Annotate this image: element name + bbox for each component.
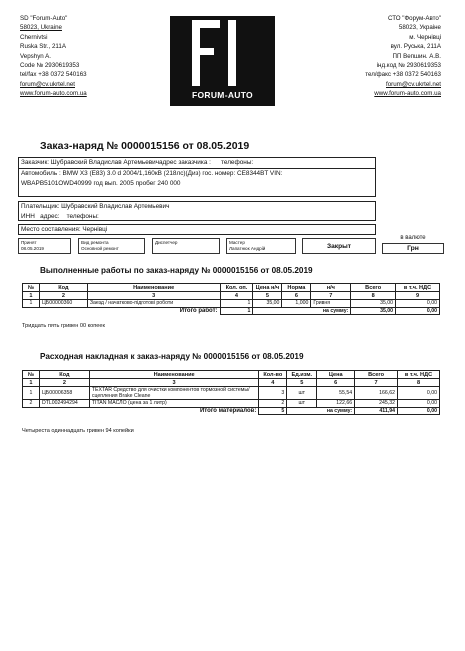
col-index: 8 xyxy=(398,379,440,387)
col-header: в т.ч. НДС xyxy=(396,284,440,292)
works-index-row xyxy=(23,292,440,300)
materials-total-row xyxy=(23,407,440,415)
col-header: Наименование xyxy=(89,371,258,379)
works-total-qty: 1 xyxy=(220,307,253,315)
master-name: Лапатнюк Андрій xyxy=(229,246,266,251)
company-line: вул. Руська, 211А xyxy=(390,43,441,51)
col-index: 6 xyxy=(282,292,311,300)
company-line: tel/fax +38 0372 540163 xyxy=(20,71,87,79)
materials-sum-label: на сумму: xyxy=(287,407,355,415)
col-index: 7 xyxy=(355,379,398,387)
col-header: Код xyxy=(39,284,87,292)
col-header: Наименование xyxy=(87,284,220,292)
cell: 35,00 xyxy=(253,300,282,308)
col-index: 3 xyxy=(87,292,220,300)
cell: 2 xyxy=(23,400,40,408)
company-line: м. Чернівці xyxy=(409,33,441,41)
cell: ЦБ00006358 xyxy=(39,387,89,400)
cell: TEXTAR Средство для очистки компонентов тормозной системы/сцепления Brake Cleane xyxy=(89,387,258,400)
col-index: 9 xyxy=(396,292,440,300)
cell: TITAN МАСЛО (цена за 1 литр) xyxy=(89,400,258,408)
master-label: Мастер xyxy=(229,240,245,245)
company-info-cyrillic xyxy=(365,14,441,99)
works-total-label: Итого работ: xyxy=(179,308,218,314)
col-index: 4 xyxy=(220,292,253,300)
accepted-label: Принят xyxy=(21,240,37,245)
fa-logo-icon xyxy=(192,20,252,86)
currency-value: Грн xyxy=(382,243,444,254)
materials-table xyxy=(22,370,440,415)
payer-phones-label: телефоны: xyxy=(66,213,99,220)
cell: 1 xyxy=(23,387,40,400)
status-badge: Закрыт xyxy=(302,238,376,254)
currency-label: в валюте xyxy=(400,235,426,241)
company-site-link[interactable]: www.forum-auto.com.ua xyxy=(20,90,87,98)
place-of-issue: Место составления: Чернівці xyxy=(21,226,108,233)
col-index: 5 xyxy=(287,379,317,387)
col-index: 4 xyxy=(259,379,287,387)
materials-sum-in-words: Четыреста одиннадцать гривен 94 копейки xyxy=(22,428,134,434)
col-index: 1 xyxy=(23,379,40,387)
materials-title: Расходная накладная к заказ-наряду № 0000015156 от 08.05.2019 xyxy=(40,352,304,361)
cell: 0,00 xyxy=(398,400,440,408)
materials-total-label: Итого материалов: xyxy=(199,408,257,414)
cell: 1 xyxy=(23,300,40,308)
works-sum-in-words: Тридцать пять гривен 00 копеек xyxy=(22,323,105,329)
col-header: в т.ч. НДС xyxy=(398,371,440,379)
col-header: Всего xyxy=(355,371,398,379)
cell: 2 xyxy=(259,400,287,408)
client-address-label: адрес заказчика : xyxy=(159,159,211,166)
order-title: Заказ-наряд № 0000015156 от 08.05.2019 xyxy=(40,140,250,152)
car-info-line2: WBAPB5101OWD40999 год вып. 2005 пробег 240 000 xyxy=(21,180,181,187)
col-index: 7 xyxy=(311,292,351,300)
cell: 122,66 xyxy=(317,400,355,408)
company-line: тел/факс +38 0372 540163 xyxy=(365,71,441,79)
works-sum-label: на сумму: xyxy=(253,307,351,315)
col-header: Код xyxy=(39,371,89,379)
cell: шт xyxy=(287,400,317,408)
accepted-box xyxy=(18,238,71,254)
table-row xyxy=(23,400,440,408)
works-sum-value: 35,00 xyxy=(351,307,396,315)
col-header: № xyxy=(23,371,40,379)
works-table xyxy=(22,283,440,315)
master-box xyxy=(226,238,296,254)
company-line: Code № 2930619353 xyxy=(20,62,80,70)
materials-total-qty: 5 xyxy=(259,407,287,415)
col-header: н/ч xyxy=(311,284,351,292)
cell: 1,000 xyxy=(282,300,311,308)
payer-box xyxy=(18,201,376,221)
payer-inn-label: ИНН xyxy=(21,213,35,220)
dispatcher-box xyxy=(152,238,220,254)
col-index: 1 xyxy=(23,292,40,300)
table-row xyxy=(23,387,440,400)
materials-vat-value: 0,00 xyxy=(398,407,440,415)
company-line: СТО "Форум-Авто" xyxy=(387,15,441,22)
cell: 35,00 xyxy=(351,300,396,308)
logo-text: FORUM-AUTO xyxy=(192,90,253,100)
works-title: Выполненные работы по заказ-наряду № 0000015156 от 08.05.2019 xyxy=(40,266,313,275)
col-header: Ед.изм. xyxy=(287,371,317,379)
col-header: Цена н/ч xyxy=(253,284,282,292)
forum-auto-logo xyxy=(170,16,275,106)
payer-name: Плательщик: Шубравский Владислав Артемьевич xyxy=(21,203,170,210)
cell: 1 xyxy=(220,300,253,308)
table-row xyxy=(23,300,440,308)
col-header: Цена xyxy=(317,371,355,379)
car-info-line1: Автомобиль : BMW X3 (E83) 3.0 d 2004/1,160кВ (218лс)(Диз) гос. номер: CE8344BT VIN: xyxy=(21,170,283,177)
cell: Гривня xyxy=(311,300,351,308)
company-info-latin xyxy=(20,14,87,99)
company-line: 58023, Ukraine xyxy=(20,24,62,32)
company-line: Vepshyn A. xyxy=(20,52,51,60)
accepted-date: 08.05.2019 xyxy=(21,246,44,251)
col-index: 3 xyxy=(89,379,258,387)
repair-type-label: Вид ремонта xyxy=(81,240,109,245)
col-header: Всего xyxy=(351,284,396,292)
customer-box xyxy=(18,157,376,197)
cell: 166,62 xyxy=(355,387,398,400)
cell: Заезд / начатково-підготові роботи xyxy=(87,300,220,308)
company-line: Ruska Str., 211A xyxy=(20,43,66,51)
company-line: Chernivtsi xyxy=(20,33,48,41)
place-box xyxy=(18,224,376,235)
cell: шт xyxy=(287,387,317,400)
cell: 245,32 xyxy=(355,400,398,408)
dispatcher-label: Диспетчер xyxy=(155,240,178,245)
col-index: 6 xyxy=(317,379,355,387)
company-email-link[interactable]: forum@cv.ukrtel.net xyxy=(20,80,75,88)
repair-type-value: Основной ремонт xyxy=(81,246,119,251)
cell: 3 xyxy=(259,387,287,400)
col-header: Норма xyxy=(282,284,311,292)
works-vat-value: 0,00 xyxy=(396,307,440,315)
materials-index-row xyxy=(23,379,440,387)
materials-sum-value: 411,94 xyxy=(355,407,398,415)
cell: 0,00 xyxy=(396,300,440,308)
col-index: 8 xyxy=(351,292,396,300)
repair-type-box xyxy=(78,238,145,254)
company-email-link[interactable]: forum@cv.ukrtel.net xyxy=(386,80,441,88)
company-line: 58023, Украіне xyxy=(398,24,441,32)
client-phones-label: телефоны: xyxy=(221,159,254,166)
col-header: Кол-во xyxy=(259,371,287,379)
col-header: № xyxy=(23,284,40,292)
company-site-link[interactable]: www.forum-auto.com.ua xyxy=(374,90,441,98)
cell: DTL002494294 xyxy=(39,400,89,408)
cell: ЦБ00000360 xyxy=(39,300,87,308)
company-line: ПП Вепшин. А.В. xyxy=(392,52,441,60)
company-line: інд.код № 2930619353 xyxy=(376,62,441,70)
col-index: 2 xyxy=(39,292,87,300)
client-name: Заказчик: Шубравский Владислав Артемьевич xyxy=(21,159,160,166)
col-header: Кол. оп. xyxy=(220,284,253,292)
payer-address-label: адрес: xyxy=(40,213,60,220)
cell: 55,54 xyxy=(317,387,355,400)
works-total-row xyxy=(23,307,440,315)
col-index: 5 xyxy=(253,292,282,300)
materials-header-row xyxy=(23,371,440,379)
company-line: SD "Forum-Auto" xyxy=(20,15,68,22)
cell: 0,00 xyxy=(398,387,440,400)
works-header-row xyxy=(23,284,440,292)
col-index: 2 xyxy=(39,379,89,387)
